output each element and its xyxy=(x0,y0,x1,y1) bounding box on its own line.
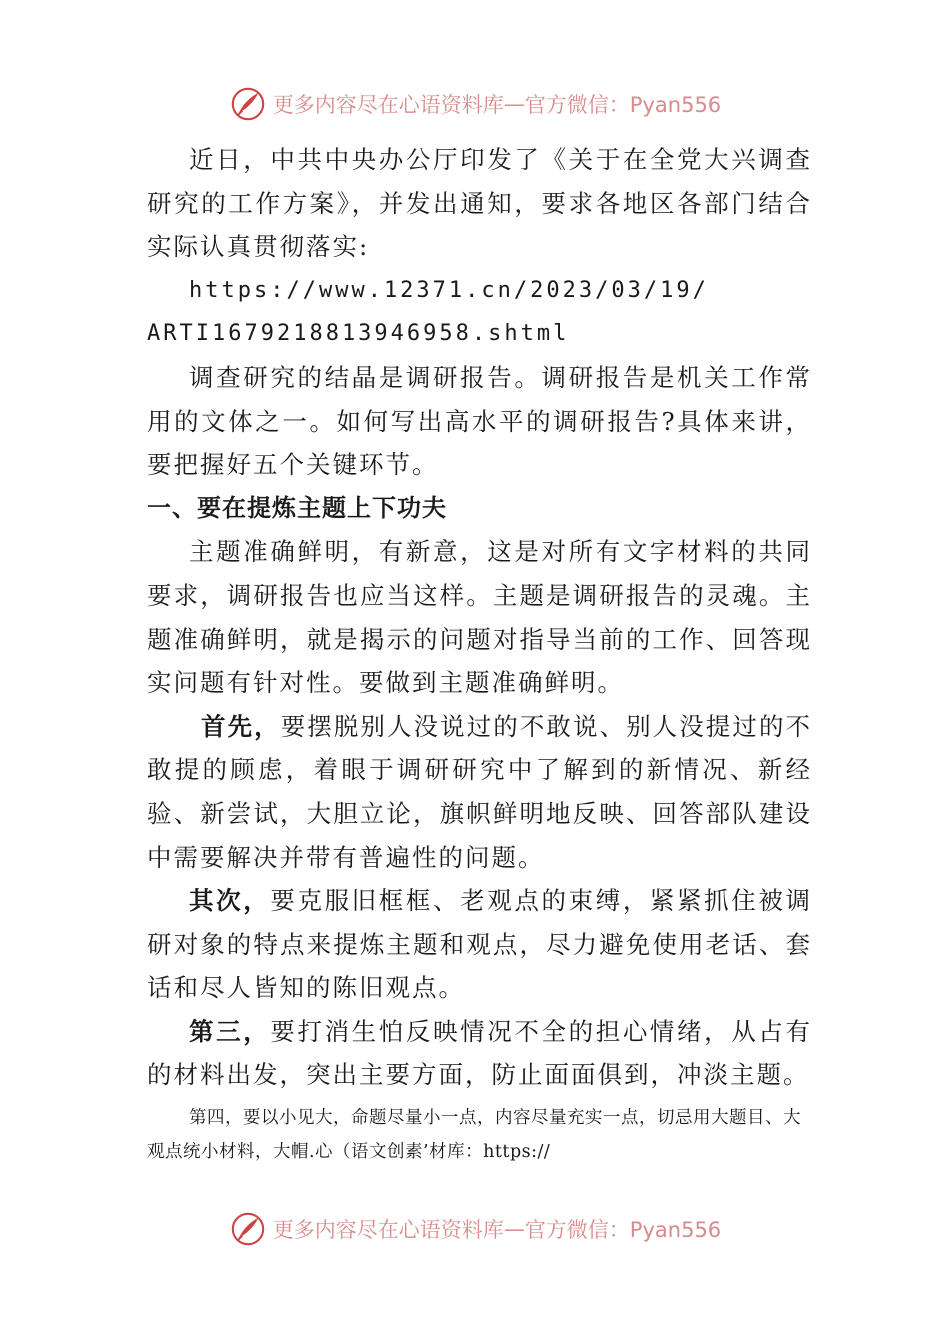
point-second-paragraph xyxy=(147,879,812,1010)
banner-wechat: 官方微信：Pyan556 xyxy=(524,1218,722,1242)
banner-text: 更多内容尽在心语资料库 xyxy=(272,93,504,117)
point-first-text: 要摆脱别人没说过的不敢说、别人没提过的不敢提的顾虑，着眼于调研研究中了解到的新情况、新经验、新尝试，大胆立论，旗帜鲜明地反映、回答部队建设中需要解决并带有普遍性的问题。 xyxy=(147,711,813,872)
header-watermark-banner xyxy=(0,82,950,126)
point-third-lead: 第三， xyxy=(189,1016,271,1046)
theme-paragraph: 主题准确鲜明，有新意，这是对所有文字材料的共同要求，调研报告也应当这样。主题是调研报告的灵魂。主题准确鲜明，就是揭示的问题对指导当前的工作、回答现实问题有针对性。要做到主题准确鲜明。 xyxy=(147,537,812,698)
document-body xyxy=(147,138,812,1169)
banner-dash: — xyxy=(503,1217,525,1241)
intro-paragraph: 近日，中共中央办公厅印发了《关于在全党大兴调查研究的工作方案》，并发出通知，要求各地区各部门结合实际认真贯彻落实: xyxy=(147,145,812,262)
quill-pen-icon xyxy=(229,85,267,123)
section-heading: 一、要在提炼主题上下功夫 xyxy=(147,493,447,522)
summary-paragraph: 调查研究的结晶是调研报告。调研报告是机关工作常用的文体之一。如何写出高水平的调研报告?具体来讲，要把握好五个关键环节。 xyxy=(147,362,812,480)
footer-watermark-banner xyxy=(0,1207,950,1251)
point-second-lead: 其次， xyxy=(189,886,271,916)
point-third-text: 要打消生怕反映情况不全的担心情绪，从占有的材料出发，突出主要方面，防止面面俱到，冲淡主题。 xyxy=(147,1016,813,1090)
banner-dash: — xyxy=(503,92,525,116)
article-url-line-1: https://www.12371.cn/2023/03/19/ xyxy=(189,277,709,303)
banner-wechat: 官方微信：Pyan556 xyxy=(524,93,722,117)
point-third-paragraph xyxy=(147,1010,812,1097)
point-first-lead: 首先， xyxy=(201,711,281,741)
banner-text: 更多内容尽在心语资料库 xyxy=(272,1218,504,1242)
article-url-line-2: ARTI1679218813946958.shtml xyxy=(147,321,570,347)
quill-pen-icon xyxy=(229,1210,267,1248)
point-second-text: 要克服旧框框、老观点的束缚，紧紧抓住被调研对象的特点来提炼主题和观点，尽力避免使用老话、套话和尽人皆知的陈旧观点。 xyxy=(147,886,813,1003)
point-first-paragraph xyxy=(147,705,812,879)
point-fourth-paragraph: 第四，要以小见大，命题尽量小一点，内容尽量充实一点，切忌用大题目、大观点统小材料，大帽.心（语文创素’材库：https:// xyxy=(147,1108,801,1163)
